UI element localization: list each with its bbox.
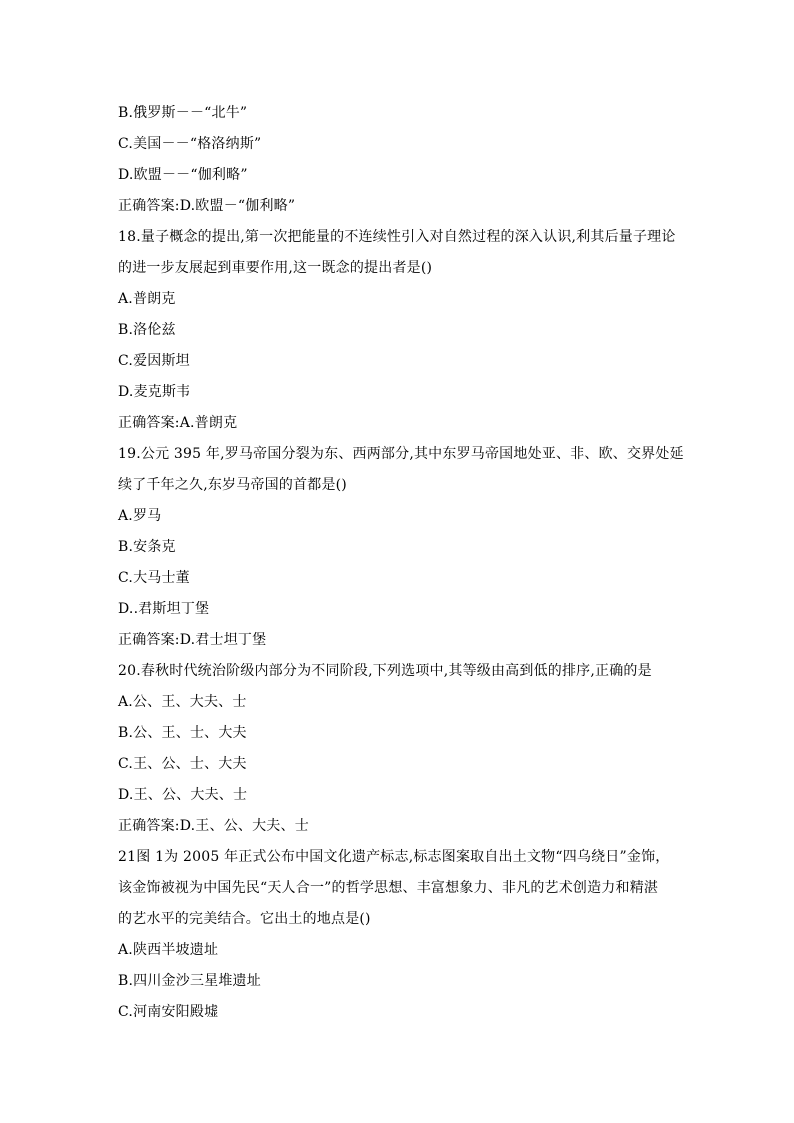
question-line: 的艺水平的完美结合。它出土的地点是() [118, 911, 371, 927]
document-page [118, 98, 684, 1028]
option-line: B.洛伦兹 [118, 322, 176, 338]
option-line: B.俄罗斯－－“北牛” [118, 105, 248, 121]
option-line: D.麦克斯韦 [118, 384, 191, 400]
option-line: C.爱因斯坦 [118, 353, 190, 369]
option-line: D..君斯坦丁堡 [118, 601, 210, 617]
question-line: 19.公元 395 年,罗马帝国分裂为东、西两部分,其中东罗马帝国地处亚、非、欧、交界处延 [118, 446, 684, 462]
option-line: B.公、王、士、大夫 [118, 725, 247, 741]
option-line: D.王、公、大夫、士 [118, 787, 248, 803]
answer-line: 正确答案:D.王、公、大夫、士 [118, 818, 309, 834]
option-line: C.河南安阳殿墟 [118, 1004, 219, 1020]
question-line: 18.量子概念的提出,第一次把能量的不连续性引入对自然过程的深入认识,利其后量子理论 [118, 229, 676, 245]
option-line: C.美国－－“格洛纳斯” [118, 136, 262, 152]
option-line: D.欧盟－－“伽利略” [118, 167, 248, 183]
question-line: 续了千年之久,东岁马帝国的首都是() [118, 477, 347, 493]
answer-line: 正确答案:D.君士坦丁堡 [118, 632, 267, 648]
question-line: 该金饰被视为中国先民“天人合一”的哲学思想、丰富想象力、非凡的艺术创造力和精湛 [118, 880, 659, 896]
answer-line: 正确答案:D.欧盟－“伽利略” [118, 198, 296, 214]
option-line: A.罗马 [118, 508, 162, 524]
option-line: B.四川金沙三星堆遗址 [118, 973, 261, 989]
option-line: A.陕西半坡遗址 [118, 942, 219, 958]
question-line: 20.春秋时代统治阶级内部分为不同阶段,下列选项中,其等级由高到低的排序,正确的是 [118, 663, 652, 679]
option-line: C.大马士董 [118, 570, 190, 586]
question-line: 21图 1为 2005 年正式公布中国文化遗产标志,标志图案取自出土文物“四乌绕日”金饰， [118, 849, 670, 865]
question-line: 的进一步友展起到車要作用,这一既念的提出者是() [118, 260, 433, 276]
option-line: C.王、公、士、大夫 [118, 756, 247, 772]
option-line: A.公、王、大夫、士 [118, 694, 247, 710]
option-line: A.普朗克 [118, 291, 176, 307]
answer-line: 正确答案:A.普朗克 [118, 415, 238, 431]
option-line: B.安条克 [118, 539, 176, 555]
